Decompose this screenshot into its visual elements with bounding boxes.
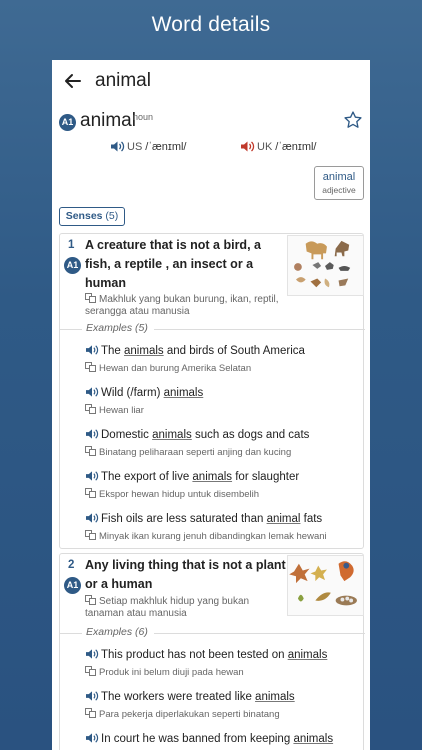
senses-tab[interactable]: [59, 207, 125, 226]
sense-number: 2: [68, 559, 75, 571]
sense-card: [59, 553, 364, 750]
examples-header: [60, 322, 365, 336]
example-item[interactable]: The animals and birds of South America Hewan dan burung Amerika Selatan: [85, 344, 363, 374]
related-word: animal: [322, 171, 356, 183]
sense-definition: Any living thing that is not a plant or a human: [85, 558, 286, 591]
entry-header: [59, 110, 363, 140]
speaker-icon[interactable]: [85, 386, 99, 398]
related-pos: adjective: [322, 185, 356, 195]
living-things-illustration: [287, 555, 364, 616]
pronunciation-uk[interactable]: [240, 140, 316, 153]
level-badge: A1: [59, 114, 76, 131]
speaker-icon[interactable]: [85, 470, 99, 482]
translate-icon: [85, 293, 96, 303]
headword: animal: [80, 110, 136, 131]
pron-uk-ipa: /ˈænɪml/: [275, 141, 317, 153]
example-item[interactable]: Fish oils are less saturated than animal fats Minyak ikan kurang jenuh dibandingkan lemak hewani: [85, 512, 363, 542]
level-badge: A1: [64, 257, 81, 274]
word-details-card: [52, 60, 370, 750]
part-of-speech: noun: [133, 112, 154, 122]
example-item[interactable]: The workers were treated like animals Para pekerja diperlakukan seperti binatang: [85, 690, 363, 720]
related-word-button[interactable]: [314, 166, 364, 200]
translate-icon: [85, 708, 96, 718]
example-item[interactable]: In court he was banned from keeping animals: [85, 732, 363, 747]
level-badge: A1: [64, 577, 81, 594]
senses-count: (5): [105, 210, 119, 222]
translate-icon: [85, 530, 96, 540]
sense-translation: Makhluk yang bukan burung, ikan, reptil, serangga atau manusia: [85, 294, 279, 317]
example-item[interactable]: Wild (/farm) animals Hewan liar: [85, 386, 363, 416]
toolbar-title: animal: [95, 70, 151, 91]
examples-label: Examples (6): [86, 626, 148, 638]
sense-definition: A creature that is not a bird, a fish, a reptile , an insect or a human: [85, 238, 261, 290]
speaker-icon[interactable]: [85, 732, 99, 744]
speaker-icon[interactable]: [85, 512, 99, 524]
translate-icon: [85, 362, 96, 372]
speaker-icon[interactable]: [240, 140, 255, 153]
speaker-icon[interactable]: [85, 648, 99, 660]
translate-icon: [85, 666, 96, 676]
pronunciation-us[interactable]: [110, 140, 186, 153]
toolbar: [52, 60, 370, 104]
speaker-icon[interactable]: [110, 140, 125, 153]
sense-card: [59, 233, 364, 549]
translate-icon: [85, 595, 96, 605]
translate-icon: [85, 404, 96, 414]
pron-us-label: US: [127, 141, 143, 153]
favorite-star-icon[interactable]: [343, 110, 363, 130]
translate-icon: [85, 446, 96, 456]
speaker-icon[interactable]: [85, 428, 99, 440]
speaker-icon[interactable]: [85, 690, 99, 702]
example-item[interactable]: Domestic animals such as dogs and cats Binatang peliharaan seperti anjing dan kucing: [85, 428, 363, 458]
back-arrow-icon[interactable]: [64, 72, 82, 90]
translate-icon: [85, 488, 96, 498]
examples-header: [60, 626, 365, 640]
example-item[interactable]: The export of live animals for slaughter Ekspor hewan hidup untuk disembelih: [85, 470, 363, 500]
pron-uk-label: UK: [257, 141, 273, 153]
screen-title: Word details: [151, 13, 271, 36]
sense-number: 1: [68, 239, 75, 251]
example-item[interactable]: This product has not been tested on animals Produk ini belum diuji pada hewan: [85, 648, 363, 678]
examples-label: Examples (5): [86, 322, 148, 334]
sense-translation: Setiap makhluk hidup yang bukan tanaman atau manusia: [85, 596, 250, 619]
animals-illustration: [287, 235, 364, 296]
pron-us-ipa: /ˈænɪml/: [145, 141, 187, 153]
speaker-icon[interactable]: [85, 344, 99, 356]
senses-label: Senses: [65, 210, 103, 222]
